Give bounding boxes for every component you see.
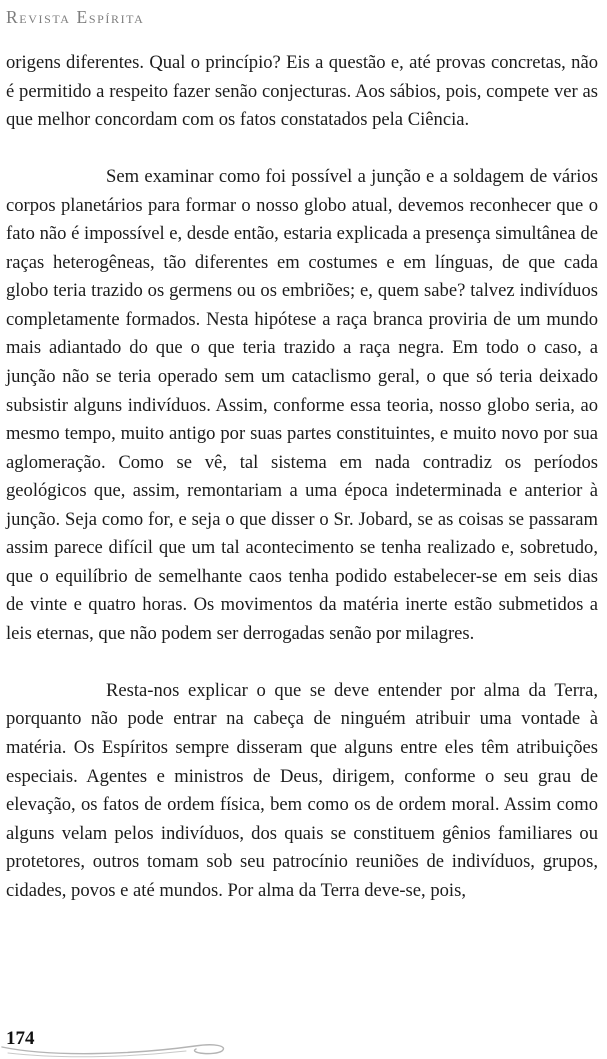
page-footer (0, 1022, 607, 1059)
footer-flourish-ornament (0, 1022, 260, 1059)
paragraph-planetary-junction: Sem examinar como foi possível a junção e a soldagem de vários corpos planetários para formar o nosso globo atual, devemos reconhecer que o fato não é impossível e, desde então, estaria explicada a presença simultânea de raças heterogêneas, tão diferentes em costumes e em línguas, de que cada globo teria trazido os germens ou os embriões; e, quem sabe? talvez indivíduos completamente formados. Nesta hipótese a raça branca proviria de um mundo mais adiantado do que o que teria trazido a raça negra. Em todo o caso, a junção não se teria operado sem um cataclismo geral, o que só teria deixado subsistir alguns indivíduos. Assim, conforme essa teoria, nosso globo seria, ao mesmo tempo, muito antigo por suas partes constituintes, e muito novo por sua aglomeração. Como se vê, tal sistema em nada contradiz os períodos geológicos que, assim, remontariam a uma época indeterminada e anterior à junção. Seja como for, e seja o que disser o Sr. Jobard, se as coisas se passaram assim parece difícil que um tal acontecimento se tenha realizado e, sobretudo, que o equilíbrio de semelhante caos tenha podido estabelecer-se em seis dias de vinte e quatro horas. Os movimentos da matéria inerte estão submetidos a leis eternas, que não podem ser derrogadas senão por milagres. (6, 166, 598, 644)
paragraph-soul-of-earth: Resta-nos explicar o que se deve entender por alma da Terra, porquanto não pode entrar na cabeça de ninguém atribuir uma vontade à matéria. Os Espíritos sempre disseram que alguns entre eles têm atribuições especiais. Agentes e ministros de Deus, dirigem, conforme o seu grau de elevação, os fatos de ordem física, bem como os de ordem moral. Assim como alguns velam pelos indivíduos, dos quais se constituem gênios familiares ou protetores, outros tomam sob seu patrocínio reuniões de indivíduos, grupos, cidades, povos e até mundos. Por alma da Terra deve-se, pois, (6, 679, 598, 901)
running-head: Revista Espírita (6, 7, 145, 27)
page-number: 174 (6, 1028, 35, 1049)
text-column (6, 49, 598, 905)
paragraph-continuation: origens diferentes. Qual o princípio? Eis a questão e, até provas concretas, não é permitido a respeito fazer senão conjecturas. Aos sábios, pois, compete ver as que melhor concordam com os fatos constatados pela Ciência. (6, 52, 598, 131)
